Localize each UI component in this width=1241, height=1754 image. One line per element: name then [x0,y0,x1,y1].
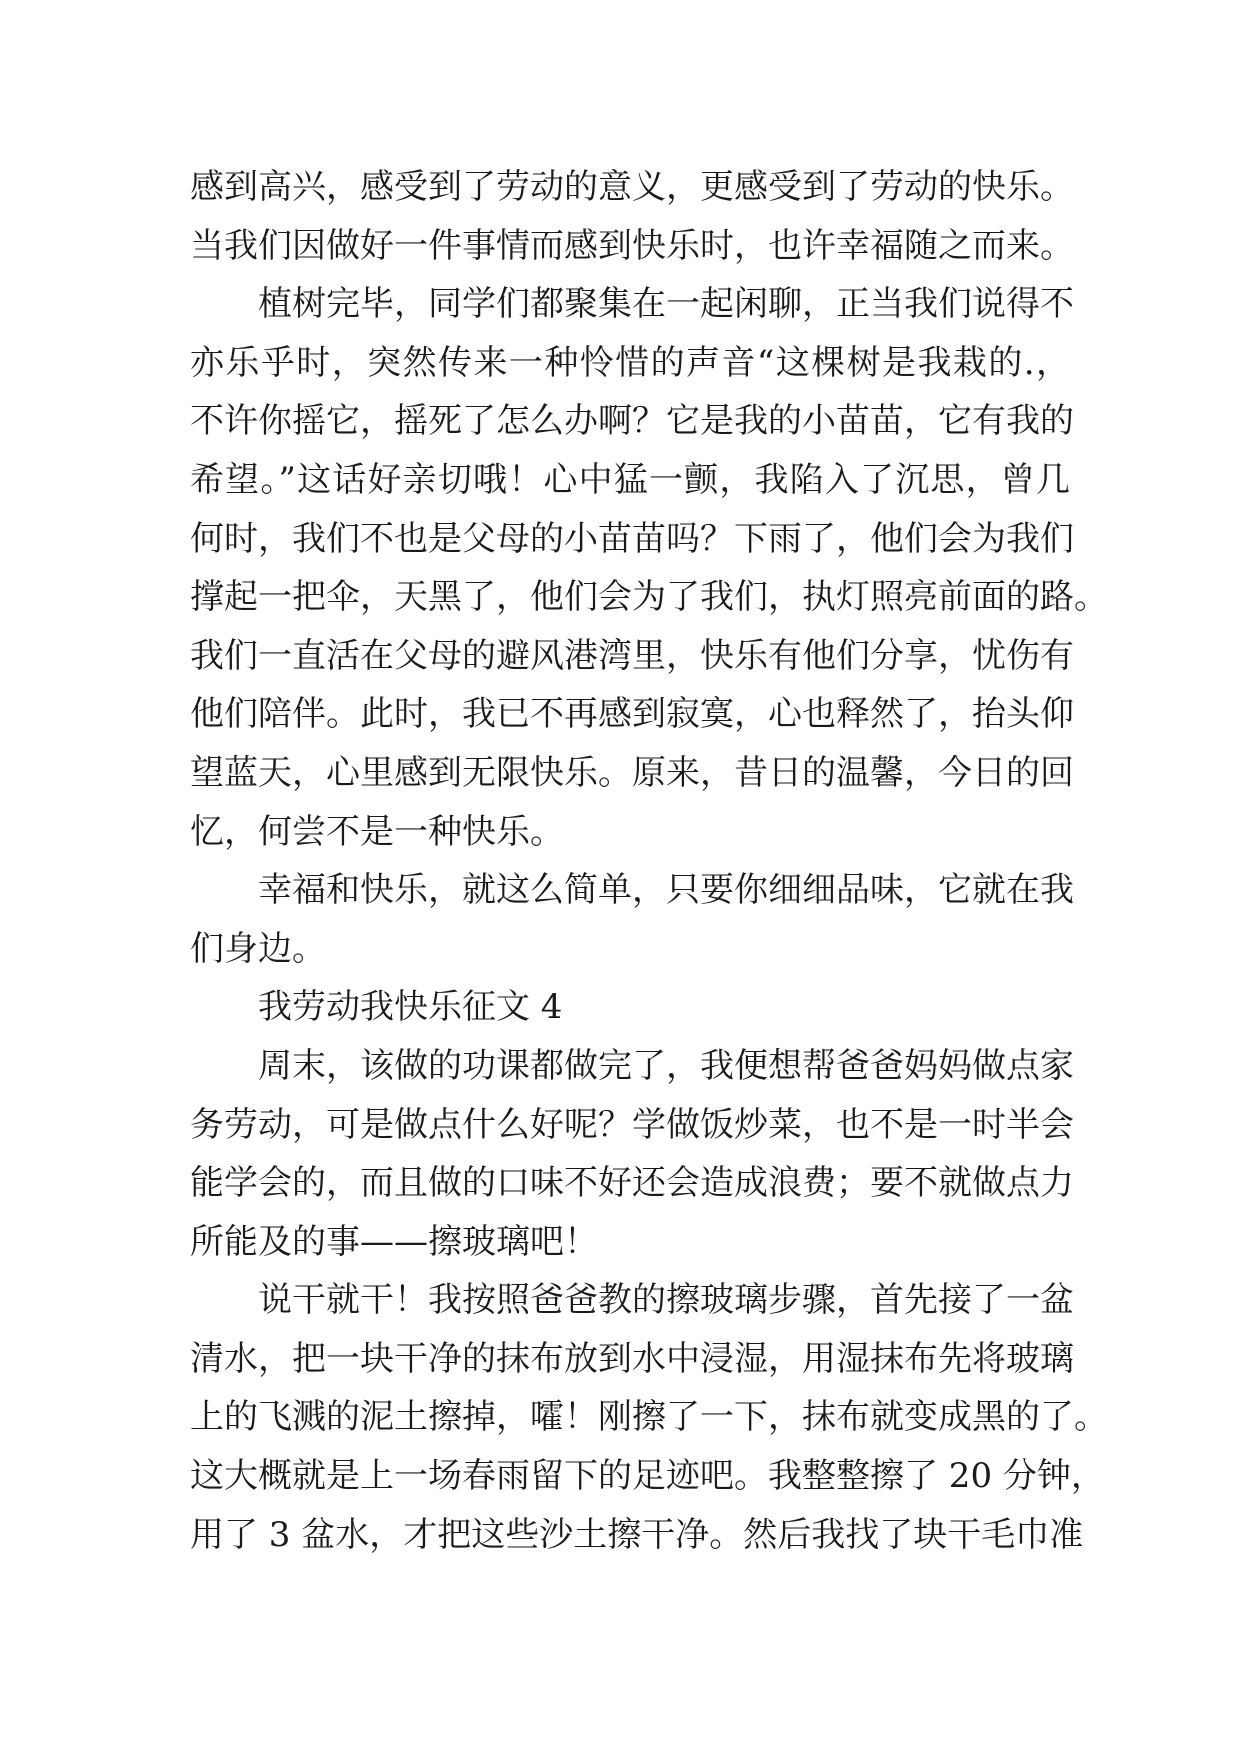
document-body [190,158,1108,1564]
text-line: 能学会的，而且做的口味不好还会造成浪费；要不就做点力 [190,1163,1074,1204]
text-line: 不许你摇它，摇死了怎么办啊？它是我的小苗苗，它有我的 [190,401,1074,442]
text-line: 我们一直活在父母的避风港湾里，快乐有他们分享，忧伤有 [190,635,1074,676]
text-line: 说干就干！我按照爸爸教的擦玻璃步骤，首先接了一盆 [258,1280,1074,1321]
text-line: 他们陪伴。此时，我已不再感到寂寞，心也释然了，抬头仰 [190,694,1074,735]
text-line: 撑起一把伞，天黑了，他们会为了我们，执灯照亮前面的路。 [190,577,1108,618]
text-line: 清水，把一块干净的抹布放到水中浸湿，用湿抹布先将玻璃 [190,1338,1074,1379]
text-line: 所能及的事——擦玻璃吧！ [190,1221,598,1262]
text-line: 上的飞溅的泥土擦掉，嚯！刚擦了一下，抹布就变成黑的了。 [190,1397,1108,1438]
text-line: 周末，该做的功课都做完了，我便想帮爸爸妈妈做点家 [258,1045,1074,1086]
text-line: 何时，我们不也是父母的小苗苗吗？下雨了，他们会为我们 [190,518,1074,559]
text-line: 植树完毕，同学们都聚集在一起闲聊，正当我们说得不 [258,284,1074,325]
text-line: 们身边。 [190,928,326,969]
text-line: 望蓝天，心里感到无限快乐。原来，昔日的温馨，今日的回 [190,752,1074,793]
text-line: 用了 3 盆水，才把这些沙土擦干净。然后我找了块干毛巾准 [190,1514,1084,1555]
text-line: 务劳动，可是做点什么好呢？学做饭炒菜，也不是一时半会 [190,1104,1074,1145]
text-line: 当我们因做好一件事情而感到快乐时，也许幸福随之而来。 [190,225,1074,266]
text-line: 希望。”这话好亲切哦！心中猛一颤，我陷入了沉思，曾几 [190,459,1070,500]
text-line: 幸福和快乐，就这么简单，只要你细细品味，它就在我 [258,870,1074,911]
text-line: 亦乐乎时，突然传来一种怜惜的声音“这棵树是我栽的.， [190,342,1070,383]
text-line: 忆，何尝不是一种快乐。 [190,811,564,852]
text-line: 我劳动我快乐征文 4 [258,987,563,1028]
text-line: 感到高兴，感受到了劳动的意义，更感受到了劳动的快乐。 [190,167,1074,207]
text-line: 这大概就是上一场春雨留下的足迹吧。我整整擦了 20 分钟， [190,1456,1105,1497]
